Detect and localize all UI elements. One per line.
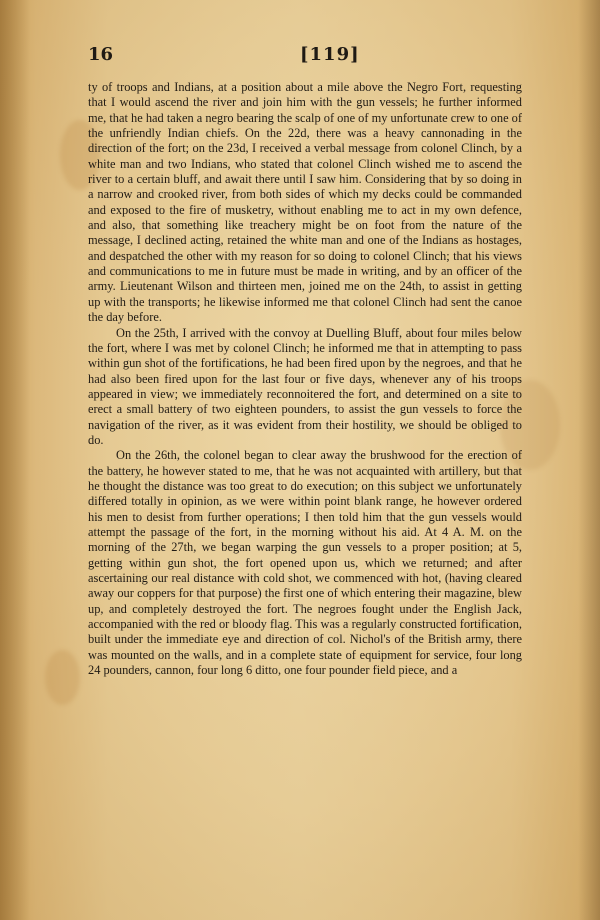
body-text [88, 80, 522, 678]
page-number: 16 [88, 44, 114, 65]
paragraph-continued: ty of troops and Indians, at a position about a mile above the Negro Fort, requesting that I would ascend the river and join him with the gun vessels; he further informed me, that he had taken a negro bearing the scalp of one of my unfortunate crew to one of the unfriendly Indian chiefs. On the 22d, there was a heavy cannonading in the direction of the fort; on the 23d, I received a verbal message from colonel Clinch, by a white man and two Indians, who stated that colonel Clinch wished me to ascend the river to a certain bluff, and await there until I saw him. Considering that by so doing in a narrow and crooked river, from both sides of which my decks could be commanded and exposed to the fire of musketry, without enabling me to act in my own defence, and also, that something like treachery might be on foot from the nature of the message, I declined acting, retained the white man and one of the Indians as hostages, and despatched the other with my reason for so doing to colonel Clinch; that his views and communications to me in future must be made in writing, and by an officer of the army. Lieutenant Wilson and thirteen men, joined me on the 24th, to assist in getting up with the transports; he likewise informed me that colonel Clinch had sent the canoe the day before. [88, 80, 522, 325]
page-header [88, 44, 540, 74]
bracketed-page-number: [119] [300, 44, 360, 65]
paragraph-26th: On the 26th, the colonel began to clear away the brushwood for the erection of the battery, he however stated to me, that he was not acquainted with artillery, but that he thought the distance was too great to do execution; on this subject we unfortunately differed totally in opinion, as we were within point blank range, he however ordered his men to desist from further operations; I then told him that the gun vessels would attempt the passage of the fort, in the morning without his aid. At 4 A. M. on the morning of the 27th, we began warping the gun vessels to a proper position; at 5, getting within gun shot, the fort opened upon us, which we returned; and after ascertaining our real distance with cold shot, we commenced with hot, (having cleared away our coppers for that purpose) the first one of which entering their magazine, blew up, and completely destroyed the fort. The negroes fought under the English Jack, accompanied with the red or bloody flag. This was a regularly constructed fortification, built under the immediate eye and direction of col. Nichol's of the British army, there was mounted on the walls, and in a complete state of equipment for service, four long 24 pounders, cannon, four long 6 ditto, one four pounder field piece, and a [88, 448, 522, 678]
paragraph-25th: On the 25th, I arrived with the convoy at Duelling Bluff, about four miles below the fort, where I was met by colonel Clinch; he informed me that in attempting to pass within gun shot of the fortifications, he had been fired upon by the negroes, and that he had also been fired upon for the last four or five days, whenever any of his troops appeared in view; we immediately reconnoitered the fort, and determined on a site to erect a small battery of two eighteen pounders, to assist the gun vessels to force the navigation of the river, as it was evident from their hostility, we should be obliged to do. [88, 325, 522, 447]
paper-stain [45, 650, 80, 705]
